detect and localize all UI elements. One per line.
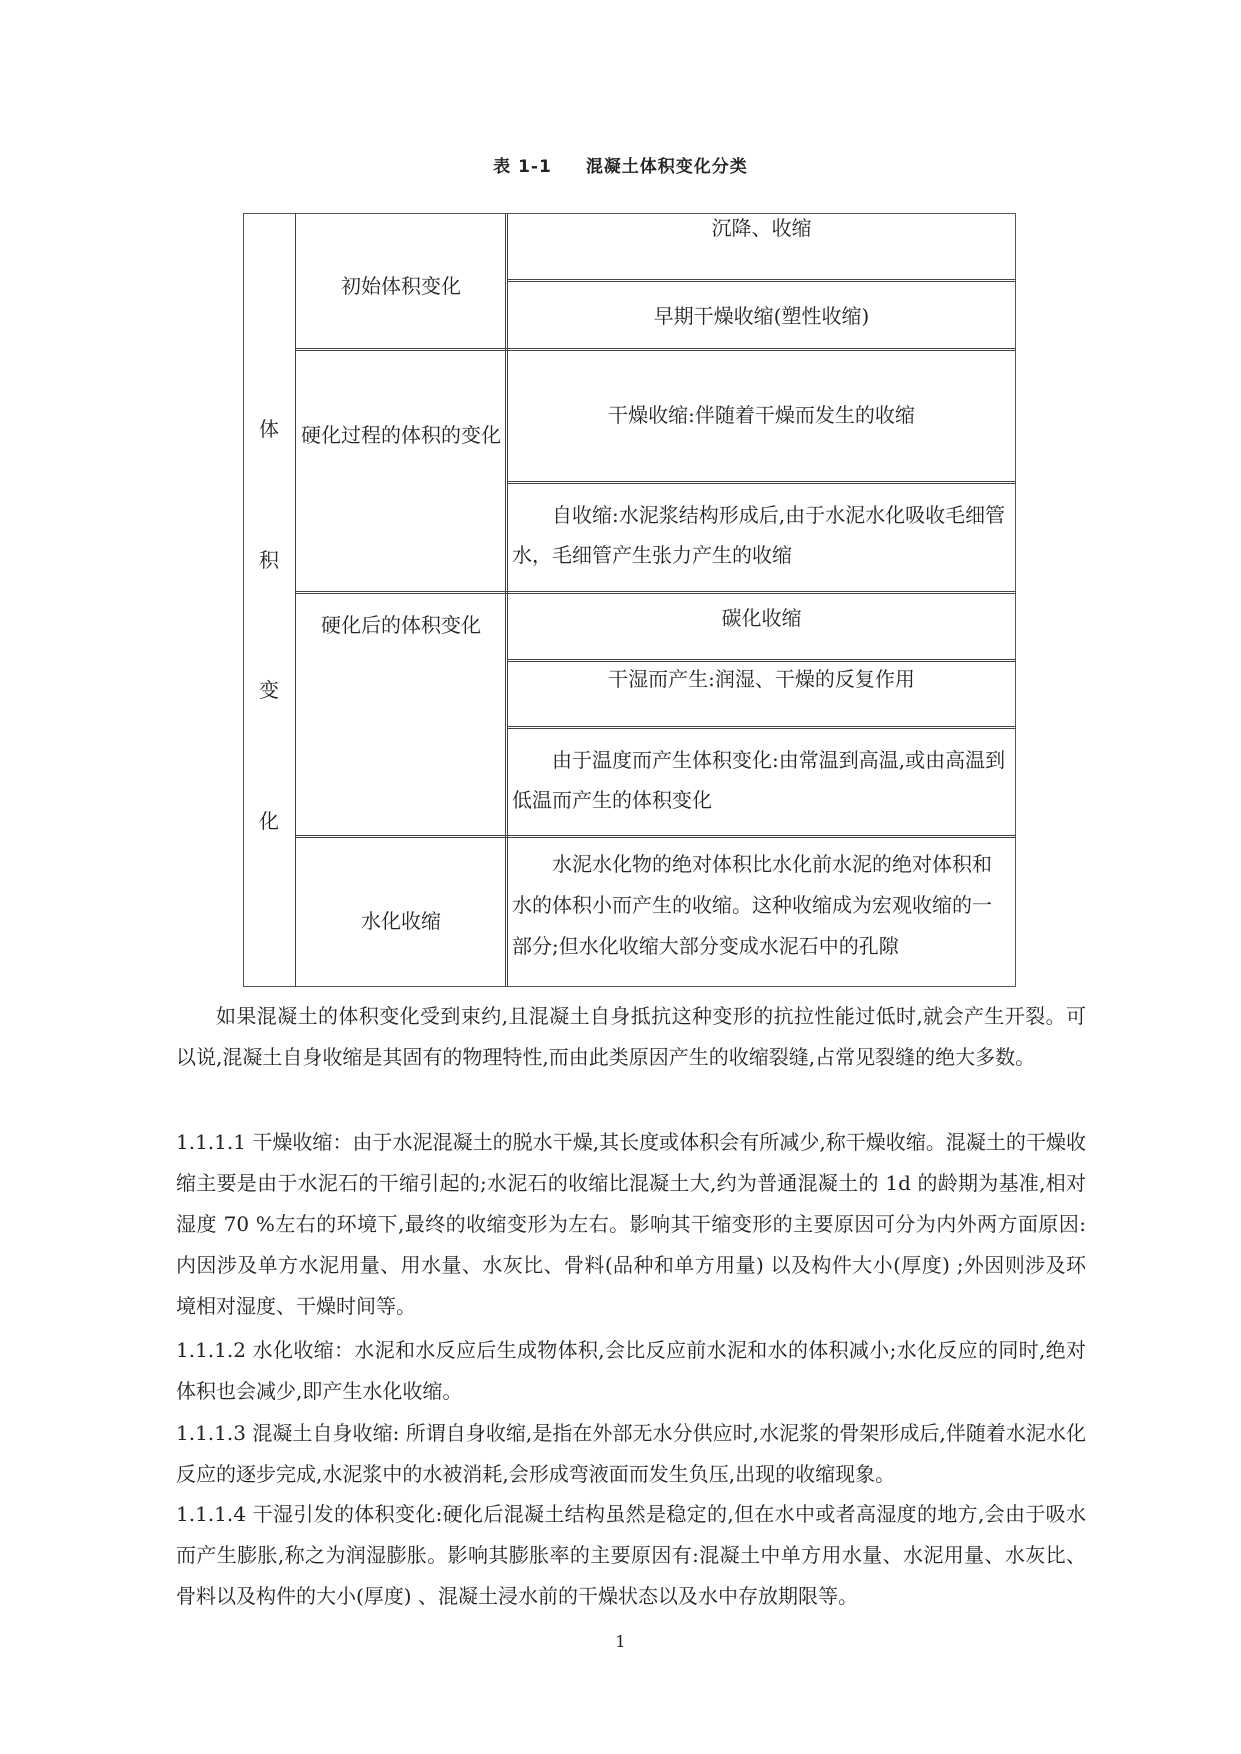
item-temperature-change: 由于温度而产生体积变化:由常温到高温,或由高温到低温而产生的体积变化 — [512, 748, 1006, 812]
group-hardening-process: 硬化过程的体积的变化 — [301, 423, 501, 447]
paragraph-drying-shrinkage: 1.1.1.1 干燥收缩：由于水泥混凝土的脱水干燥,其长度或体积会有所减少,称干燥收缩。混凝土的干燥收缩主要是由于水泥石的干缩引起的;水泥石的收缩比混凝土大,约为普通混凝土的 1d 的龄期为基准,相对湿度 70 %左右的环境下,最终的收缩变形为左右。影响其干缩变形的主要原因可分为内外两方面原因: 内因涉及单方水泥用量、用水量、水灰比、骨料(品种和单方用量) 以及构件大小(厚度) ;外因则涉及环境相对湿度、干燥时间等。 — [176, 1130, 1086, 1318]
table-caption — [0, 152, 1241, 177]
root-char-4: 化 — [259, 809, 279, 833]
volume-change-table — [243, 213, 1016, 987]
table-title: 混凝土体积变化分类 — [585, 157, 748, 177]
page-number: 1 — [615, 1632, 626, 1651]
root-char-3: 变 — [259, 678, 279, 702]
item-hydration-shrinkage: 水泥水化物的绝对体积比水化前水泥的绝对体积和水的体积小而产生的收缩。这种收缩成为宏观收缩的一部分;但水化收缩大部分变成水泥石中的孔隙 — [512, 852, 992, 958]
root-char-1: 体 — [259, 417, 279, 441]
paragraph-hydration-shrinkage: 1.1.1.2 水化收缩：水泥和水反应后生成物体积,会比反应前水泥和水的体积减小;水化反应的同时,绝对体积也会减少,即产生水化收缩。 — [176, 1338, 1086, 1403]
table-number: 表 1-1 — [493, 157, 552, 177]
item-carbonation-shrinkage: 碳化收缩 — [721, 606, 802, 630]
item-early-drying-shrinkage: 早期干燥收缩(塑性收缩) — [653, 304, 870, 328]
root-char-2: 积 — [259, 548, 279, 572]
item-autogenous-shrinkage: 自收缩:水泥浆结构形成后,由于水泥水化吸收毛细管水，毛细管产生张力产生的收缩 — [512, 503, 1006, 567]
paragraph-autogenous-shrinkage: 1.1.1.3 混凝土自身收缩: 所谓自身收缩,是指在外部无水分供应时,水泥浆的骨架形成后,伴随着水泥水化反应的逐步完成,水泥浆中的水被消耗,会形成弯液面而发生负压,出现的收缩现象。 — [176, 1421, 1086, 1486]
group-initial: 初始体积变化 — [341, 274, 461, 298]
paragraph-intro: 如果混凝土的体积变化受到束约,且混凝土自身抵抗这种变形的抗拉性能过低时,就会产生开裂。可以说,混凝土自身收缩是其固有的物理特性,而由此类原因产生的收缩裂缝,占常见裂缝的绝大多数。 — [176, 1004, 1086, 1069]
paragraph-wet-dry-volume-change: 1.1.1.4 干湿引发的体积变化:硬化后混凝土结构虽然是稳定的,但在水中或者高湿度的地方,会由于吸水而产生膨胀,称之为润湿膨胀。影响其膨胀率的主要原因有:混凝土中单方用水量、水泥用量、水灰比、骨料以及构件的大小(厚度) 、混凝土浸水前的干燥状态以及水中存放期限等。 — [176, 1502, 1086, 1608]
group-hydration-shrinkage: 水化收缩 — [361, 909, 441, 933]
item-drying-shrinkage: 干燥收缩:伴随着干燥而发生的收缩 — [608, 403, 915, 427]
group-after-hardening: 硬化后的体积变化 — [321, 613, 481, 637]
item-settling-shrinkage: 沉降、收缩 — [711, 216, 812, 240]
item-wet-dry-cycle: 干湿而产生:润湿、干燥的反复作用 — [608, 667, 915, 691]
